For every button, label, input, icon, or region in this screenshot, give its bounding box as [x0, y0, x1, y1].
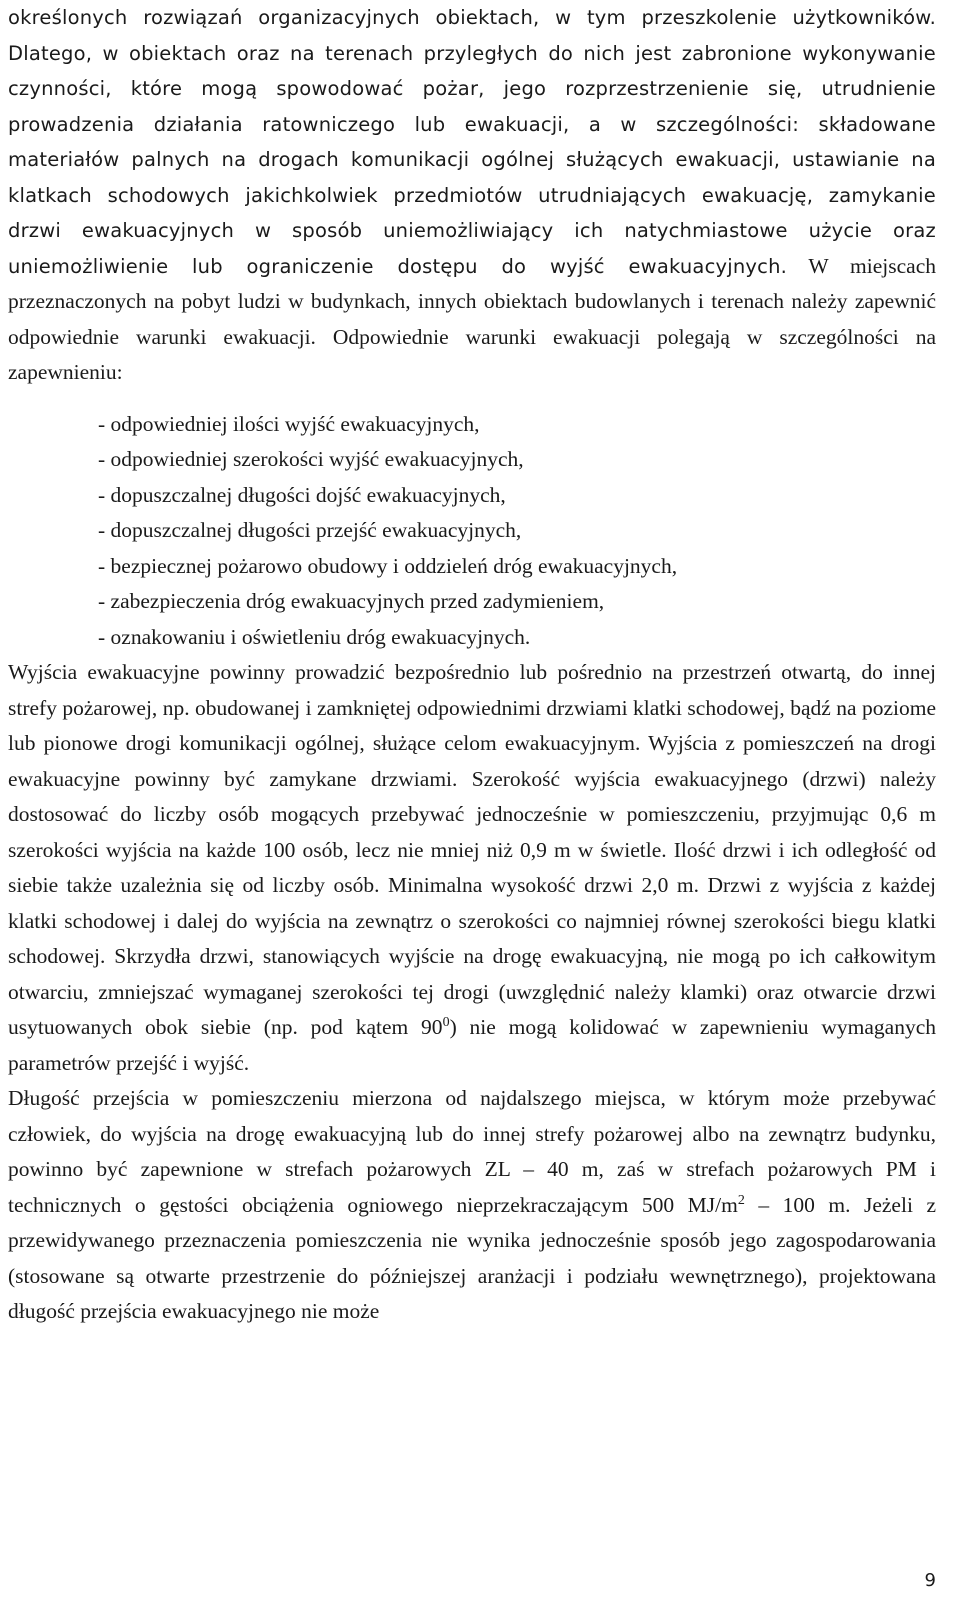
superscript: 0	[442, 1014, 450, 1030]
paragraph-text: Wyjścia ewakuacyjne powinny prowadzić bezpośrednio lub pośrednio na przestrzeń otwartą, do innej strefy pożarowej, np. obudowanej i zamkniętej odpowiednimi drzwiami klatki schodowej, bądź na poziome lub pionowe drogi komunikacji ogólnej, służące celom ewakuacyjnym. Wyjścia z pomieszczeń na drogi ewakuacyjne powinny być zamykane drzwiami. Szerokość wyjścia ewakuacyjnego (drzwi) należy dostosować do liczby osób mogących przebywać jednocześnie w pomieszczeniu, przyjmując 0,6 m szerokości wyjścia na każde 100 osób, lecz nie mniej niż 0,9 m w świetle. Ilość drzwi i ich odległość od siebie także uzależnia się od liczby osób. Minimalna wysokość drzwi 2,0 m. Drzwi z wyjścia z każdej klatki schodowej i dalej do wyjścia na zewnątrz o szerokości co najmniej równej szerokości biegu klatki schodowej. Skrzydła drzwi, stanowiących wyjście na drogę ewakuacyjną, nie mogą po ich całkowitym otwarciu, zmniejszać wymaganej szerokości tej drogi (uwzględnić należy klamki) oraz otwarcie drzwi usytuowanych obok siebie (np. pod kątem 90	[8, 660, 936, 1039]
list-item: - dopuszczalnej długości dojść ewakuacyjnych,	[98, 482, 506, 507]
document-page	[8, 0, 936, 1330]
list-item: - dopuszczalnej długości przejść ewakuacyjnych,	[98, 518, 522, 542]
paragraph-text-serif: W miejscach przeznaczonych na pobyt ludzi w budynkach, innych obiektach budowlanych i terenach należy zapewnić odpowiednie warunki ewakuacji. Odpowiednie warunki ewakuacji polegają w szczególności na zapewnieniu:	[8, 253, 936, 384]
paragraph-exits	[8, 655, 936, 1081]
paragraph-evacuation-rules	[8, 0, 936, 391]
paragraph-text-sans: określonych rozwiązań organizacyjnych obiektach, w tym przeszkolenie użytkowników. Dlatego, w obiektach oraz na terenach przyległych do nich jest zabronione wykonywanie czynności, które mogą spowodować pożar, jego rozprzestrzenienie się, utrudnienie prowadzenia działania ratowniczego lub ewakuacji, a w szczególności: składowane materiałów palnych na drogach komunikacji ogólnej służących ewakuacji, ustawianie na klatkach schodowych jakichkolwiek przedmiotów utrudniających ewakuację, zamykanie drzwi ewakuacyjnych w sposób uniemożliwiający ich natychmiastowe użycie oraz uniemożliwienie lub ograniczenie dostępu do wyjść ewakuacyjnych.	[8, 6, 936, 278]
paragraph-text: ) nie mogą kolidować w zapewnieniu wymaganych parametrów przejść i wyjść.	[8, 1015, 936, 1075]
paragraph-text: – 100 m. Jeżeli z przewidywanego przeznaczenia pomieszczenia nie wynika jednocześnie sposób jego zagospodarowania (stosowane są otwarte przestrzenie do późniejszej aranżacji i podziału wewnętrznego), projektowana długość przejścia ewakuacyjnego nie może	[8, 1192, 936, 1323]
list-item: - oznakowaniu i oświetleniu dróg ewakuacyjnych.	[98, 624, 531, 649]
list-item: - zabezpieczenia dróg ewakuacyjnych przed zadymieniem,	[98, 589, 605, 613]
superscript: 2	[737, 1192, 745, 1208]
list-item: - odpowiedniej szerokości wyjść ewakuacyjnych,	[98, 447, 524, 471]
paragraph-passage-length	[8, 1081, 936, 1330]
paragraph-text: Długość przejścia w pomieszczeniu mierzona od najdalszego miejsca, w którym może przebywać człowiek, do wyjścia na drogę ewakuacyjną lub do innej strefy pożarowej albo na zewnątrz budynku, powinno być zapewnione w strefach pożarowych ZL – 40 m, zaś w strefach pożarowych PM i technicznych o gęstości obciążenia ogniowego nieprzekraczającym 500 MJ/m	[8, 1086, 936, 1217]
evacuation-conditions-list	[8, 407, 936, 656]
page-number: 9	[924, 1570, 936, 1591]
list-item: - bezpiecznej pożarowo obudowy i oddzieleń dróg ewakuacyjnych,	[98, 553, 678, 578]
list-item: - odpowiedniej ilości wyjść ewakuacyjnych,	[98, 411, 480, 436]
